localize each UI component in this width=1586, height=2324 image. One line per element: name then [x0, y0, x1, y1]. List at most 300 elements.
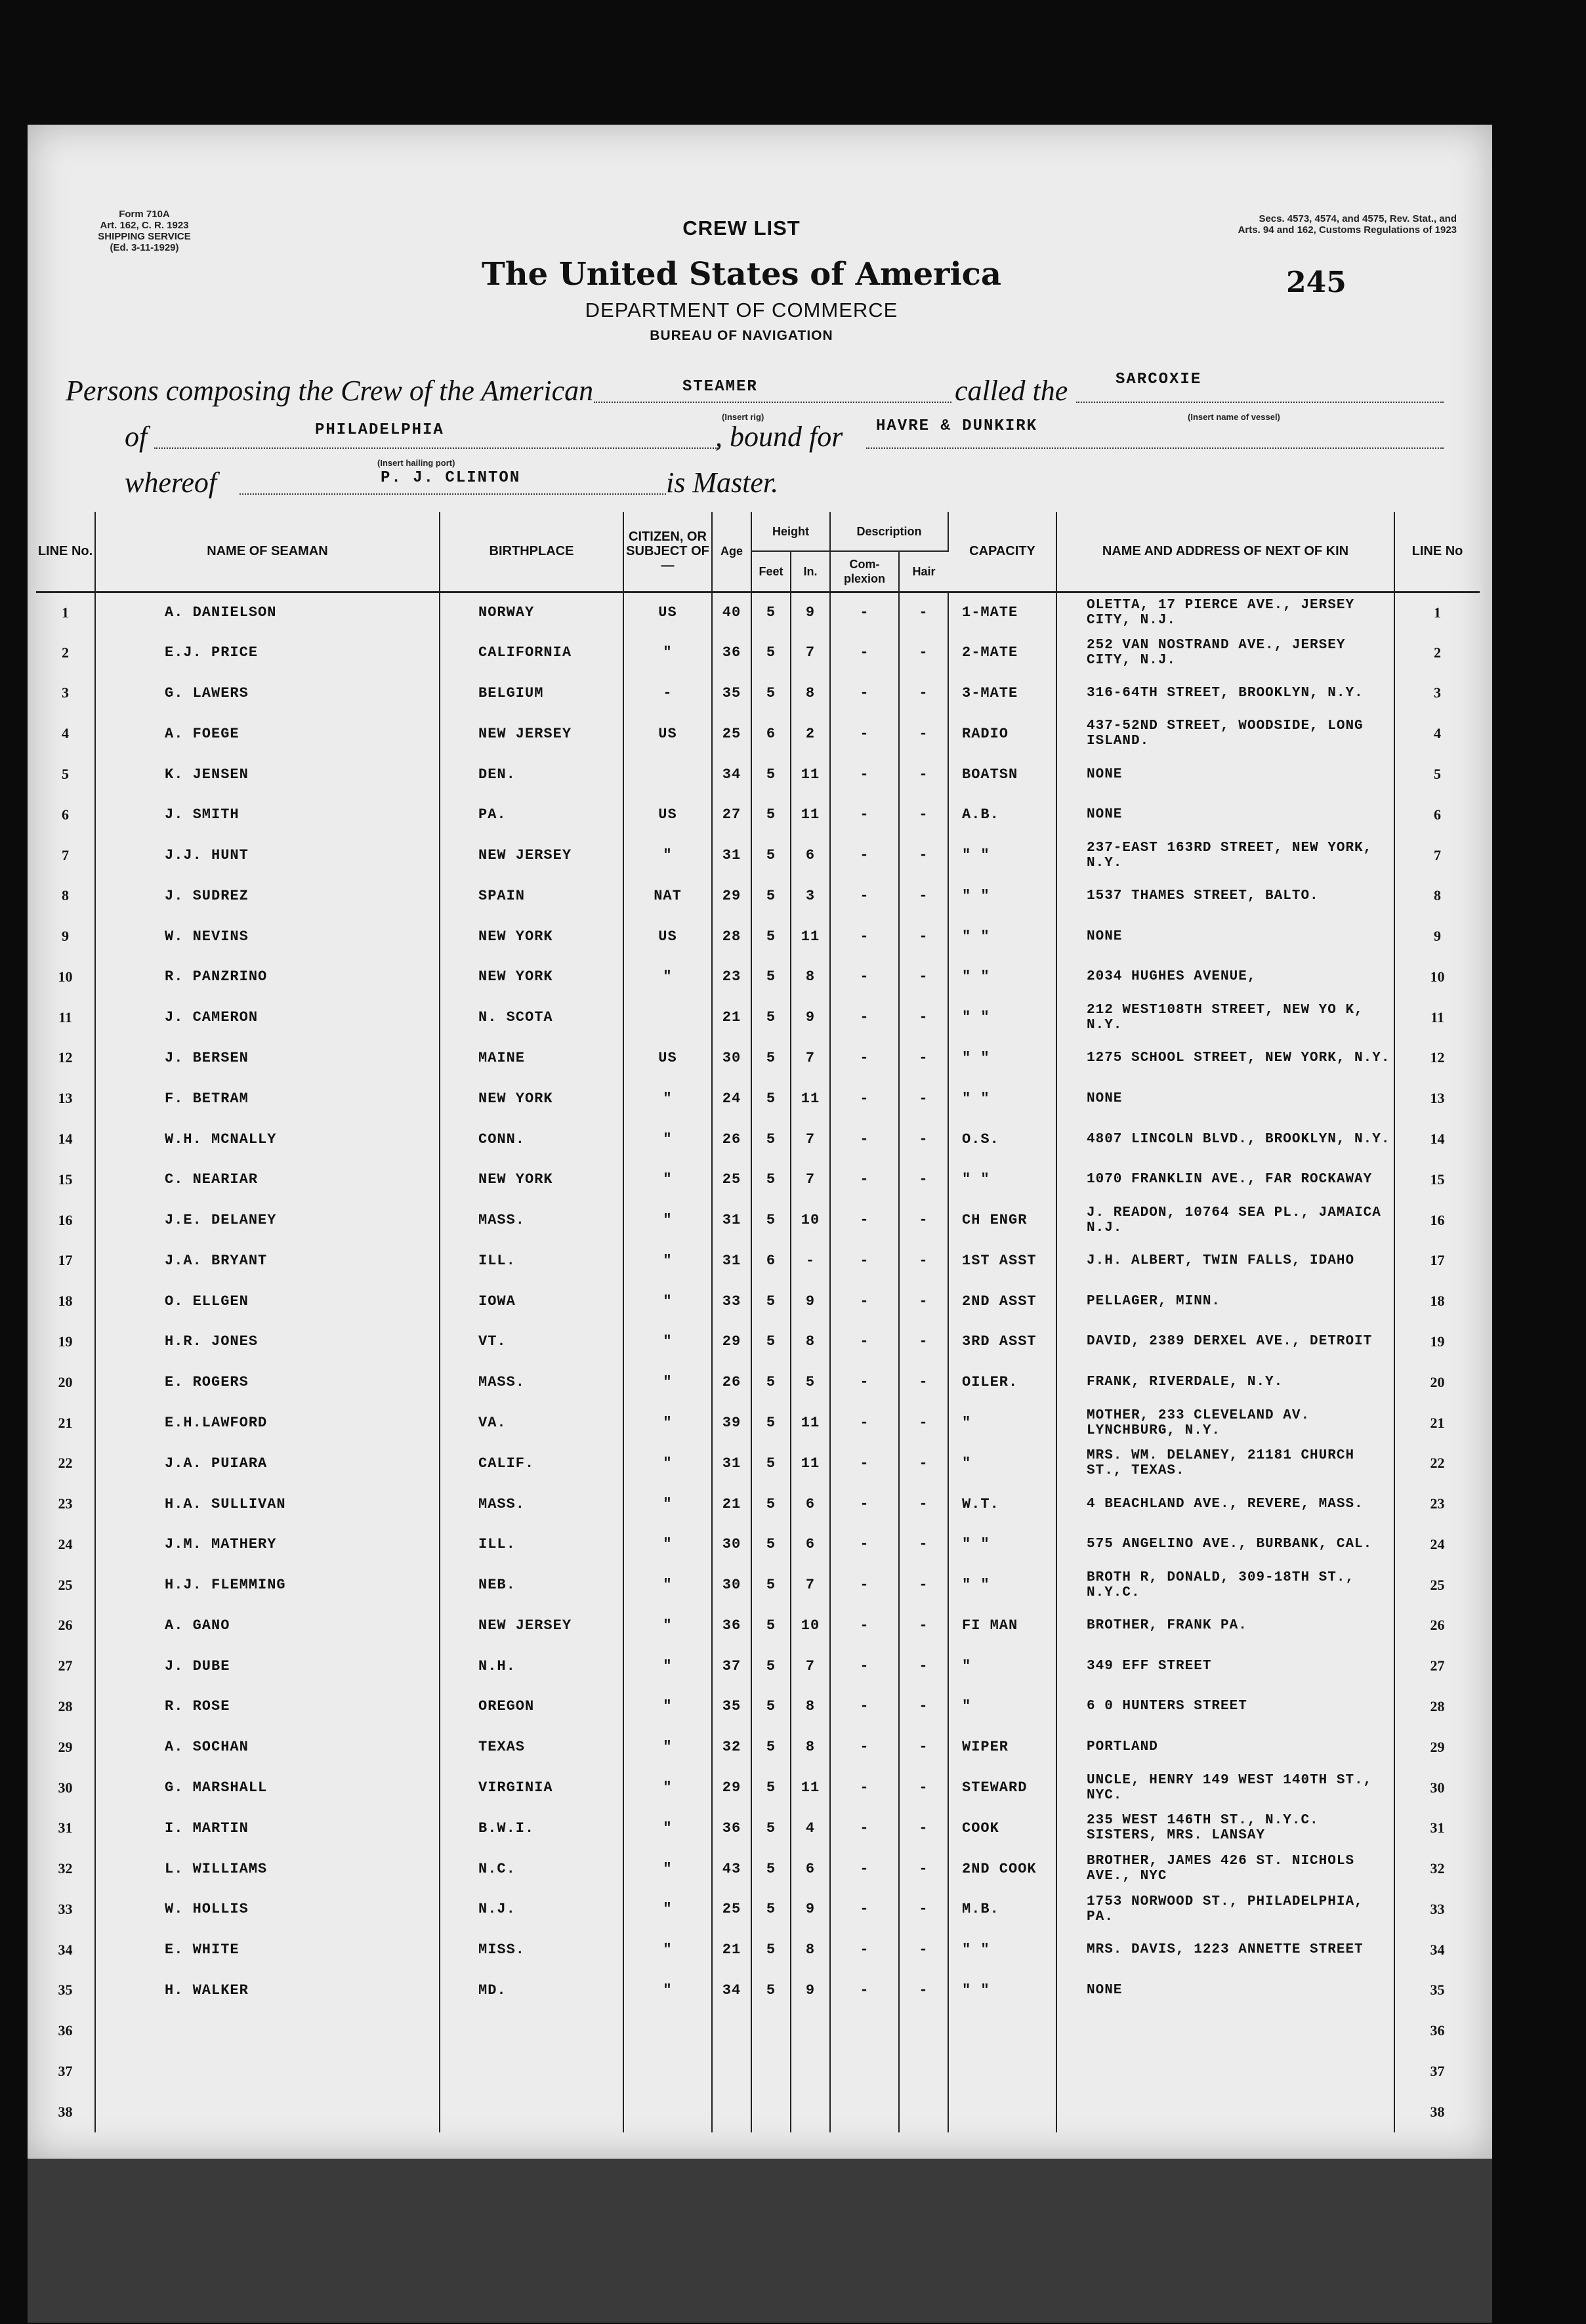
- age: 21: [712, 997, 751, 1038]
- age: 29: [712, 1321, 751, 1362]
- line-number: 11: [36, 997, 95, 1038]
- table-row: [36, 1159, 1480, 1200]
- age: [712, 2010, 751, 2051]
- age: 31: [712, 835, 751, 876]
- capacity: " ": [948, 875, 1056, 916]
- capacity: W.T.: [948, 1484, 1056, 1524]
- seaman-name: J. BERSEN: [95, 1038, 440, 1079]
- complexion: -: [830, 1970, 899, 2011]
- table-row: [36, 754, 1480, 795]
- complexion: -: [830, 875, 899, 916]
- table-row: [36, 957, 1480, 997]
- table-row: [36, 916, 1480, 957]
- table-row: [36, 1768, 1480, 1808]
- master-underline: [240, 493, 666, 495]
- complexion: [830, 2010, 899, 2051]
- height-inches: 9: [791, 1889, 830, 1930]
- birthplace: VA.: [440, 1403, 623, 1443]
- citizenship: ": [623, 1565, 712, 1606]
- line-number-right: 29: [1430, 1738, 1445, 1755]
- birthplace: MASS.: [440, 1484, 623, 1524]
- hair: -: [899, 916, 948, 957]
- line-number: 5: [36, 754, 95, 795]
- line-number-right: 9: [1434, 928, 1441, 945]
- table-row: [36, 633, 1480, 673]
- age: 36: [712, 1606, 751, 1646]
- line-number: 1: [36, 592, 95, 633]
- age: 32: [712, 1727, 751, 1768]
- capacity: " ": [948, 957, 1056, 997]
- line-number-right: 3: [1434, 684, 1441, 701]
- hair: -: [899, 1808, 948, 1848]
- seaman-name: A. GANO: [95, 1606, 440, 1646]
- persons-text: Persons composing the Crew of the American: [66, 375, 594, 407]
- table-row: [36, 673, 1480, 714]
- hair: -: [899, 713, 948, 754]
- department-title: DEPARTMENT OF COMMERCE: [585, 299, 898, 322]
- line-number: 32: [36, 1848, 95, 1889]
- next-of-kin: 349 EFF STREET: [1056, 1646, 1394, 1686]
- line-number: 3: [36, 673, 95, 714]
- citizenship: US: [623, 713, 712, 754]
- complexion: -: [830, 1524, 899, 1565]
- next-of-kin: BROTHER, JAMES 426 ST. NICHOLS AVE., NYC: [1056, 1848, 1394, 1889]
- line-number-right: 1: [1434, 604, 1441, 621]
- height-feet: 5: [751, 1159, 791, 1200]
- height-feet: 5: [751, 1686, 791, 1727]
- seaman-name: J. CAMERON: [95, 997, 440, 1038]
- complexion: -: [830, 592, 899, 633]
- complexion: -: [830, 1403, 899, 1443]
- rig-hint: (Insert rig): [722, 412, 764, 422]
- complexion: -: [830, 1889, 899, 1930]
- height-inches: 7: [791, 1119, 830, 1159]
- line-number: 36: [36, 2010, 95, 2051]
- seaman-name: J.M. MATHERY: [95, 1524, 440, 1565]
- complexion: -: [830, 835, 899, 876]
- line-number: 4: [36, 713, 95, 754]
- height-feet: 5: [751, 1321, 791, 1362]
- crew-rows: [36, 592, 1480, 2132]
- age: 34: [712, 754, 751, 795]
- height-inches: [791, 2010, 830, 2051]
- hair: -: [899, 1119, 948, 1159]
- col-height: Height: [751, 512, 830, 551]
- hair: -: [899, 1727, 948, 1768]
- citizenship: ": [623, 1159, 712, 1200]
- age: 23: [712, 957, 751, 997]
- seaman-name: L. WILLIAMS: [95, 1848, 440, 1889]
- next-of-kin: MRS. WM. DELANEY, 21181 CHURCH ST., TEXAS.: [1056, 1443, 1394, 1484]
- col-citizen: CITIZEN, OR SUBJECT OF—: [623, 512, 712, 592]
- hair: -: [899, 1200, 948, 1241]
- capacity: " ": [948, 1078, 1056, 1119]
- seaman-name: E. ROGERS: [95, 1362, 440, 1403]
- whereof-text: whereof: [125, 467, 217, 499]
- next-of-kin: OLETTA, 17 PIERCE AVE., JERSEY CITY, N.J.: [1056, 592, 1394, 633]
- birthplace: NEW JERSEY: [440, 713, 623, 754]
- destination: HAVRE & DUNKIRK: [876, 417, 1038, 435]
- seaman-name: H. WALKER: [95, 1970, 440, 2011]
- capacity: 3RD ASST: [948, 1321, 1056, 1362]
- hair: -: [899, 1768, 948, 1808]
- table-row: [36, 1321, 1480, 1362]
- age: 37: [712, 1646, 751, 1686]
- citizenship: ": [623, 1321, 712, 1362]
- complexion: -: [830, 1930, 899, 1970]
- height-inches: 9: [791, 997, 830, 1038]
- birthplace: N.J.: [440, 1889, 623, 1930]
- line-number-right: 22: [1430, 1455, 1445, 1472]
- table-row: [36, 1443, 1480, 1484]
- seaman-name: J.E. DELANEY: [95, 1200, 440, 1241]
- seaman-name: J. DUBE: [95, 1646, 440, 1686]
- line-number: 6: [36, 795, 95, 835]
- birthplace: SPAIN: [440, 875, 623, 916]
- next-of-kin: 1537 THAMES STREET, BALTO.: [1056, 875, 1394, 916]
- hair: -: [899, 754, 948, 795]
- line-number: 19: [36, 1321, 95, 1362]
- capacity: " ": [948, 1524, 1056, 1565]
- hair: -: [899, 1159, 948, 1200]
- table-row: [36, 1403, 1480, 1443]
- next-of-kin: 235 WEST 146TH ST., N.Y.C. SISTERS, MRS. LANSAY: [1056, 1808, 1394, 1848]
- hair: -: [899, 673, 948, 714]
- complexion: -: [830, 1078, 899, 1119]
- age: 24: [712, 1078, 751, 1119]
- seaman-name: J. SMITH: [95, 795, 440, 835]
- seaman-name: E.H.LAWFORD: [95, 1403, 440, 1443]
- complexion: -: [830, 957, 899, 997]
- seaman-name: E.J. PRICE: [95, 633, 440, 673]
- line-number: 38: [36, 2092, 95, 2132]
- hair: -: [899, 1524, 948, 1565]
- age: 30: [712, 1565, 751, 1606]
- citizenship: ": [623, 1403, 712, 1443]
- next-of-kin: 212 WEST108TH STREET, NEW YO K, N.Y.: [1056, 997, 1394, 1038]
- table-row: [36, 1970, 1480, 2011]
- capacity: 2ND COOK: [948, 1848, 1056, 1889]
- capacity: A.B.: [948, 795, 1056, 835]
- citizenship: ": [623, 1646, 712, 1686]
- seaman-name: A. DANIELSON: [95, 592, 440, 633]
- age: 29: [712, 1768, 751, 1808]
- next-of-kin: BROTH R, DONALD, 309-18TH ST., N.Y.C.: [1056, 1565, 1394, 1606]
- next-of-kin: UNCLE, HENRY 149 WEST 140TH ST., NYC.: [1056, 1768, 1394, 1808]
- next-of-kin: PELLAGER, MINN.: [1056, 1281, 1394, 1321]
- table-row: [36, 875, 1480, 916]
- table-row: [36, 2010, 1480, 2051]
- hair: -: [899, 1646, 948, 1686]
- height-feet: 5: [751, 1119, 791, 1159]
- complexion: -: [830, 1768, 899, 1808]
- next-of-kin: DAVID, 2389 DERXEL AVE., DETROIT: [1056, 1321, 1394, 1362]
- height-inches: 6: [791, 835, 830, 876]
- complexion: -: [830, 1241, 899, 1281]
- next-of-kin: J. READON, 10764 SEA PL., JAMAICA N.J.: [1056, 1200, 1394, 1241]
- height-feet: 5: [751, 673, 791, 714]
- next-of-kin: [1056, 2051, 1394, 2092]
- hair: -: [899, 1078, 948, 1119]
- capacity: " ": [948, 997, 1056, 1038]
- next-of-kin: 252 VAN NOSTRAND AVE., JERSEY CITY, N.J.: [1056, 633, 1394, 673]
- height-feet: 5: [751, 1362, 791, 1403]
- height-feet: 5: [751, 1970, 791, 2011]
- height-inches: 9: [791, 1970, 830, 2011]
- capacity: O.S.: [948, 1119, 1056, 1159]
- line-number: 13: [36, 1078, 95, 1119]
- birthplace: MASS.: [440, 1362, 623, 1403]
- complexion: -: [830, 1038, 899, 1079]
- age: 27: [712, 795, 751, 835]
- height-inches: 7: [791, 1565, 830, 1606]
- complexion: [830, 2051, 899, 2092]
- complexion: -: [830, 633, 899, 673]
- seaman-name: C. NEARIAR: [95, 1159, 440, 1200]
- complexion: -: [830, 1646, 899, 1686]
- col-feet: Feet: [751, 551, 791, 592]
- seaman-name: K. JENSEN: [95, 754, 440, 795]
- birthplace: MASS.: [440, 1200, 623, 1241]
- hair: -: [899, 835, 948, 876]
- complexion: -: [830, 1606, 899, 1646]
- table-row: [36, 592, 1480, 633]
- age: 35: [712, 1686, 751, 1727]
- line-number-right: 28: [1430, 1697, 1445, 1714]
- height-feet: 5: [751, 1200, 791, 1241]
- line-number: 18: [36, 1281, 95, 1321]
- age: 35: [712, 673, 751, 714]
- hair: -: [899, 1362, 948, 1403]
- complexion: -: [830, 1808, 899, 1848]
- next-of-kin: 4807 LINCOLN BLVD., BROOKLYN, N.Y.: [1056, 1119, 1394, 1159]
- seaman-name: A. FOEGE: [95, 713, 440, 754]
- called-the-text: called the: [955, 375, 1068, 407]
- hair: -: [899, 1686, 948, 1727]
- line-number: 31: [36, 1808, 95, 1848]
- capacity: CH ENGR: [948, 1200, 1056, 1241]
- table-row: [36, 1606, 1480, 1646]
- birthplace: NEB.: [440, 1565, 623, 1606]
- line-number-right: 13: [1430, 1090, 1445, 1107]
- line-number: 8: [36, 875, 95, 916]
- height-inches: 9: [791, 592, 830, 633]
- capacity: RADIO: [948, 713, 1056, 754]
- height-feet: [751, 2051, 791, 2092]
- citizenship: ": [623, 957, 712, 997]
- complexion: -: [830, 1484, 899, 1524]
- birthplace: OREGON: [440, 1686, 623, 1727]
- hair: -: [899, 1321, 948, 1362]
- height-feet: 5: [751, 835, 791, 876]
- capacity: OILER.: [948, 1362, 1056, 1403]
- table-row: [36, 1484, 1480, 1524]
- line-number-right: 15: [1430, 1171, 1445, 1188]
- seaman-name: J.J. HUNT: [95, 835, 440, 876]
- birthplace: BELGIUM: [440, 673, 623, 714]
- complexion: -: [830, 673, 899, 714]
- birthplace: PA.: [440, 795, 623, 835]
- seaman-name: R. ROSE: [95, 1686, 440, 1727]
- table-row: [36, 2092, 1480, 2132]
- height-inches: [791, 2092, 830, 2132]
- line-number: 29: [36, 1727, 95, 1768]
- hair: -: [899, 997, 948, 1038]
- seaman-name: O. ELLGEN: [95, 1281, 440, 1321]
- birthplace: ILL.: [440, 1524, 623, 1565]
- birthplace: NEW YORK: [440, 1159, 623, 1200]
- line-number-right: 33: [1430, 1900, 1445, 1917]
- citizenship: NAT: [623, 875, 712, 916]
- line-number: 35: [36, 1970, 95, 2011]
- line-number-right: 38: [1430, 2103, 1445, 2120]
- line-number-right: 11: [1430, 1008, 1444, 1026]
- height-inches: 11: [791, 916, 830, 957]
- next-of-kin: 1070 FRANKLIN AVE., FAR ROCKAWAY: [1056, 1159, 1394, 1200]
- hair: -: [899, 875, 948, 916]
- citizenship: [623, 754, 712, 795]
- birthplace: CONN.: [440, 1119, 623, 1159]
- age: 31: [712, 1443, 751, 1484]
- line-number: 14: [36, 1119, 95, 1159]
- line-number-right: 5: [1434, 766, 1441, 783]
- height-inches: 11: [791, 1443, 830, 1484]
- table-row: [36, 1565, 1480, 1606]
- next-page-edge: [28, 2159, 1492, 2323]
- height-inches: 8: [791, 957, 830, 997]
- regulations-line-1: Secs. 4573, 4574, and 4575, Rev. Stat., and: [1259, 213, 1457, 224]
- next-of-kin: NONE: [1056, 916, 1394, 957]
- hair: -: [899, 795, 948, 835]
- birthplace: NEW YORK: [440, 1078, 623, 1119]
- destination-underline: [866, 447, 1444, 449]
- col-next-of-kin: NAME AND ADDRESS OF NEXT OF KIN: [1056, 512, 1394, 592]
- master-name: P. J. CLINTON: [381, 469, 521, 487]
- height-inches: 11: [791, 795, 830, 835]
- birthplace: MAINE: [440, 1038, 623, 1079]
- line-number: 17: [36, 1241, 95, 1281]
- regulations-line-2: Arts. 94 and 162, Customs Regulations of 1923: [1238, 224, 1457, 236]
- citizenship: US: [623, 916, 712, 957]
- birthplace: IOWA: [440, 1281, 623, 1321]
- height-inches: 5: [791, 1362, 830, 1403]
- complexion: -: [830, 1565, 899, 1606]
- citizenship: US: [623, 795, 712, 835]
- citizenship: ": [623, 1078, 712, 1119]
- birthplace: MISS.: [440, 1930, 623, 1970]
- line-number-right: 32: [1430, 1860, 1445, 1877]
- complexion: -: [830, 997, 899, 1038]
- citizenship: ": [623, 1200, 712, 1241]
- form-service: SHIPPING SERVICE: [98, 231, 191, 242]
- birthplace: NORWAY: [440, 592, 623, 633]
- age: [712, 2092, 751, 2132]
- citizenship: US: [623, 592, 712, 633]
- capacity: FI MAN: [948, 1606, 1056, 1646]
- birthplace: N. SCOTA: [440, 997, 623, 1038]
- citizenship: ": [623, 1119, 712, 1159]
- table-row: [36, 1241, 1480, 1281]
- age: 21: [712, 1484, 751, 1524]
- citizenship: ": [623, 1930, 712, 1970]
- capacity: [948, 2010, 1056, 2051]
- line-number-right: 17: [1430, 1252, 1445, 1269]
- seaman-name: G. LAWERS: [95, 673, 440, 714]
- next-of-kin: MRS. DAVIS, 1223 ANNETTE STREET: [1056, 1930, 1394, 1970]
- table-row: [36, 1808, 1480, 1848]
- line-number: 16: [36, 1200, 95, 1241]
- form-identifier: [79, 209, 210, 253]
- height-inches: 9: [791, 1281, 830, 1321]
- line-number-right: 35: [1430, 1982, 1445, 1999]
- citizenship: ": [623, 1970, 712, 2011]
- height-inches: 6: [791, 1848, 830, 1889]
- next-of-kin: NONE: [1056, 795, 1394, 835]
- hair: -: [899, 1241, 948, 1281]
- line-number: 10: [36, 957, 95, 997]
- height-feet: 5: [751, 754, 791, 795]
- hair: -: [899, 1484, 948, 1524]
- birthplace: [440, 2051, 623, 2092]
- line-number-right: 8: [1434, 887, 1441, 904]
- height-feet: 5: [751, 1484, 791, 1524]
- seaman-name: E. WHITE: [95, 1930, 440, 1970]
- table-row: [36, 1119, 1480, 1159]
- line-number: 26: [36, 1606, 95, 1646]
- capacity: " ": [948, 1565, 1056, 1606]
- age: 25: [712, 1159, 751, 1200]
- line-number: 30: [36, 1768, 95, 1808]
- table-row: [36, 835, 1480, 876]
- hair: -: [899, 1565, 948, 1606]
- seaman-name: G. MARSHALL: [95, 1768, 440, 1808]
- next-of-kin: NONE: [1056, 754, 1394, 795]
- next-of-kin: 437-52ND STREET, WOODSIDE, LONG ISLAND.: [1056, 713, 1394, 754]
- line-number: 9: [36, 916, 95, 957]
- birthplace: [440, 2010, 623, 2051]
- citizenship: ": [623, 1281, 712, 1321]
- table-row: [36, 1848, 1480, 1889]
- hair: -: [899, 957, 948, 997]
- birthplace: CALIFORNIA: [440, 633, 623, 673]
- next-of-kin: 6 0 HUNTERS STREET: [1056, 1686, 1394, 1727]
- complexion: -: [830, 916, 899, 957]
- age: 43: [712, 1848, 751, 1889]
- line-number-right: 34: [1430, 1941, 1445, 1958]
- height-feet: 5: [751, 1403, 791, 1443]
- height-inches: 3: [791, 875, 830, 916]
- complexion: -: [830, 1159, 899, 1200]
- col-inches: In.: [791, 551, 830, 592]
- line-number-right: 26: [1430, 1617, 1445, 1634]
- line-number-right: 31: [1430, 1819, 1445, 1836]
- citizenship: ": [623, 1524, 712, 1565]
- hair: -: [899, 1281, 948, 1321]
- capacity: " ": [948, 835, 1056, 876]
- height-feet: 5: [751, 592, 791, 633]
- height-feet: 5: [751, 1848, 791, 1889]
- height-inches: 7: [791, 1159, 830, 1200]
- seaman-name: J.A. BRYANT: [95, 1241, 440, 1281]
- table-row: [36, 713, 1480, 754]
- capacity: 3-MATE: [948, 673, 1056, 714]
- birthplace: [440, 2092, 623, 2132]
- height-feet: 5: [751, 1930, 791, 1970]
- height-inches: 11: [791, 1403, 830, 1443]
- age: 39: [712, 1403, 751, 1443]
- age: 25: [712, 1889, 751, 1930]
- seaman-name: [95, 2051, 440, 2092]
